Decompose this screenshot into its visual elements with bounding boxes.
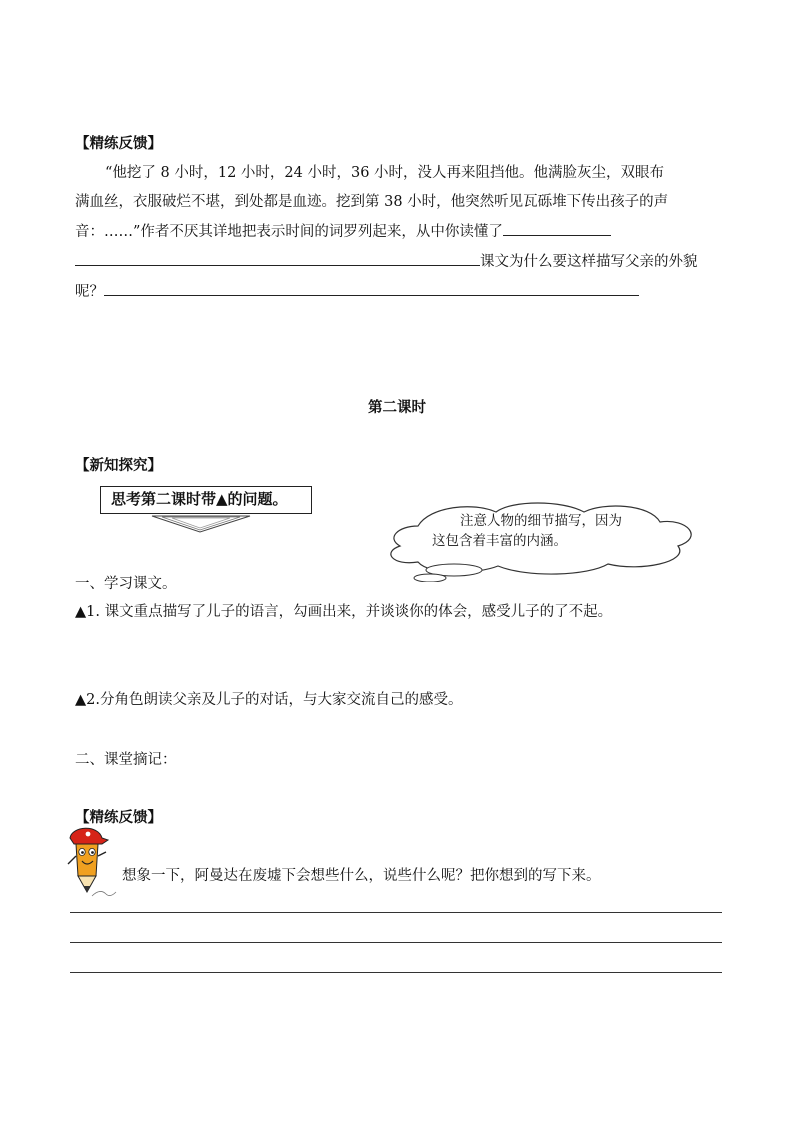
practice-heading-1: 【精练反馈】 [75,135,162,152]
question-1: ▲1. 课文重点描写了儿子的语言，勾画出来，并谈谈你的体会，感受儿子的了不起。 [75,604,613,620]
lesson-title: 第二课时 [368,399,426,416]
passage-line-1: “他挖了 8 小时，12 小时，24 小时，36 小时，没人再来阻挡他。他满脸灰尘，双眼布 [105,165,665,181]
lesson-prompt-box: 思考第二课时带▲的问题。 [100,486,312,514]
answer-blank-2[interactable] [75,251,480,266]
writing-line-1[interactable] [70,912,722,913]
passage-line-4 [75,251,698,272]
practice-heading-2: 【精练反馈】 [75,809,162,826]
writing-line-2[interactable] [70,942,722,943]
writing-line-3[interactable] [70,972,722,973]
passage-line-3 [75,221,611,242]
pencil-mascot-icon [62,826,118,902]
cloud-text-line-1: 注意人物的细节描写，因为 [460,513,622,529]
section-2-title: 二、课堂摘记： [75,752,177,768]
answer-blank-3[interactable] [104,281,639,296]
passage-line-3-text: 音：……”作者不厌其详地把表示时间的词罗列起来，从中你读懂了 [75,224,503,240]
passage-line-4-text: 课文为什么要这样描写父亲的外貌 [480,254,698,270]
answer-blank-1[interactable] [503,221,611,236]
writing-prompt: 想象一下，阿曼达在废墟下会想些什么，说些什么呢？把你想到的写下来。 [122,868,601,884]
section-1-title: 一、学习课文。 [75,576,177,592]
box-shadow-arrow-icon [100,514,312,536]
passage-line-2: 满血丝，衣服破烂不堪，到处都是血迹。挖到第 38 小时，他突然听见瓦砾堆下传出孩子的声 [75,194,669,210]
question-2: ▲2.分角色朗读父亲及儿子的对话，与大家交流自己的感受。 [75,692,463,708]
explore-heading: 【新知探究】 [75,457,162,474]
cloud-text-line-2: 这包含着丰富的内涵。 [432,533,567,549]
passage-line-5-text: 呢？ [75,284,104,300]
passage-line-5 [75,281,639,302]
